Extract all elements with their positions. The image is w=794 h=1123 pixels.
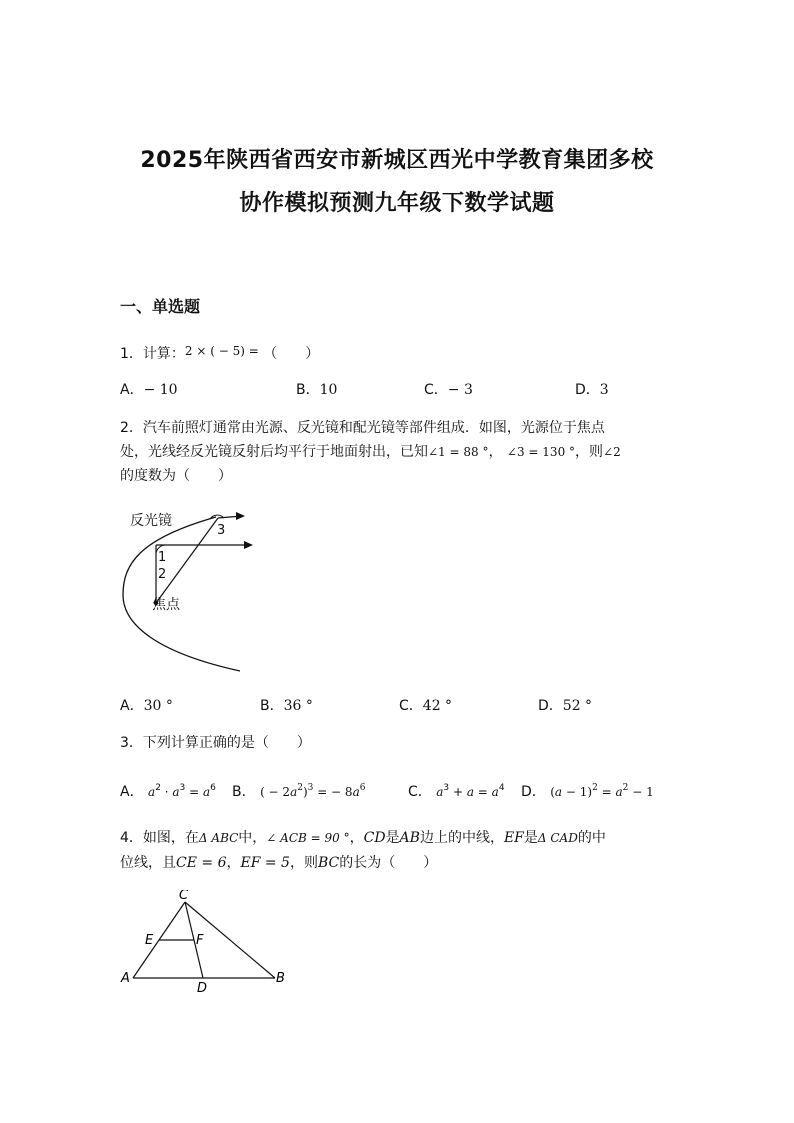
q3-option-d[interactable]: D． $(a - 1)^2 = a^2 - 1$ bbox=[521, 783, 654, 800]
q3-option-a[interactable]: A． $a^2 \cdot a^3 = a^6$ bbox=[120, 783, 216, 800]
document-title-line2: 协作模拟预测九年级下数学试题 bbox=[239, 191, 555, 216]
q1-blank: （ ） bbox=[263, 346, 320, 362]
label-angle-1: 1 bbox=[158, 550, 167, 565]
q2-angle-3: ∠3 = 130 ° bbox=[506, 445, 576, 459]
q1-prefix: 1．计算： bbox=[120, 346, 185, 362]
arrow-head-upper-icon bbox=[236, 512, 245, 520]
q3-stem: 3．下列计算正确的是（ ） bbox=[120, 735, 311, 751]
q3-option-b[interactable]: B． ( − $2a^2)^3$ = − $8a^6$ bbox=[232, 783, 366, 800]
q4-line-1: 4．如图，在Δ ABC中，∠ ACB = 90 °，CD是AB边上的中线，EF是Δ CAD的中 bbox=[120, 830, 606, 846]
q2-line-1: 2．汽车前照灯通常由光源、反光镜和配光镜等部件组成．如图，光源位于焦点 bbox=[120, 420, 605, 436]
label-d: D bbox=[197, 981, 208, 995]
section-heading: 一、单选题 bbox=[120, 297, 201, 316]
q3-option-c[interactable]: C． $a^3 + a = a^4$ bbox=[408, 783, 505, 800]
label-angle-2: 2 bbox=[158, 567, 167, 582]
label-focus: 焦点 bbox=[152, 597, 180, 613]
label-mirror: 反光镜 bbox=[130, 513, 172, 529]
q1-option-d[interactable]: D．3 bbox=[575, 382, 609, 398]
q1-option-b[interactable]: B．10 bbox=[296, 382, 338, 398]
q2-reflector-figure bbox=[118, 505, 268, 675]
label-c: C bbox=[179, 890, 189, 903]
q2-angle-1: ∠1 = 88 ° bbox=[428, 445, 489, 459]
q4-line-2: 位线，且CE = 6，EF = 5，则BC的长为（ ） bbox=[120, 855, 438, 871]
q2-angle-2: ∠2 bbox=[603, 445, 621, 459]
q1-option-a[interactable]: A．− 10 bbox=[120, 382, 178, 398]
label-f: F bbox=[196, 933, 204, 948]
question-1-stem bbox=[120, 341, 319, 364]
label-angle-3: 3 bbox=[217, 523, 226, 538]
label-b: B bbox=[276, 971, 285, 986]
q1-expression: 2 × ( − 5) = bbox=[184, 344, 259, 358]
q1-option-c[interactable]: C．− 3 bbox=[424, 382, 473, 398]
q2-line-2: 处，光线经反光镜反射后均平行于地面射出，已知∠1 = 88 °， ∠3 = 130 °，则∠2 bbox=[120, 444, 621, 460]
q2-line-3: 的度数为（ ） bbox=[120, 468, 232, 484]
label-e: E bbox=[145, 933, 154, 948]
q2-option-b[interactable]: B．36 ° bbox=[260, 698, 313, 714]
q3-option-a-expr: $a^2 \cdot a^3 = a^6$ bbox=[148, 783, 216, 799]
document-title-line1: 2025年陕西省西安市新城区西光中学教育集团多校 bbox=[140, 148, 654, 173]
reflector-curve bbox=[123, 517, 240, 671]
q2-option-c[interactable]: C．42 ° bbox=[399, 698, 453, 714]
q3-option-d-expr: $(a - 1)^2 = a^2 - 1$ bbox=[550, 783, 654, 799]
q2-option-d[interactable]: D．52 ° bbox=[538, 698, 593, 714]
label-a: A bbox=[121, 971, 130, 986]
q4-triangle-figure bbox=[115, 890, 295, 995]
arrow-head-lower-icon bbox=[244, 541, 253, 549]
q2-option-a[interactable]: A．30 ° bbox=[120, 698, 173, 714]
q3-option-b-expr: ( − $2a^2)^3$ = − $8a^6$ bbox=[260, 783, 366, 799]
q3-option-c-expr: $a^3 + a = a^4$ bbox=[436, 783, 505, 799]
